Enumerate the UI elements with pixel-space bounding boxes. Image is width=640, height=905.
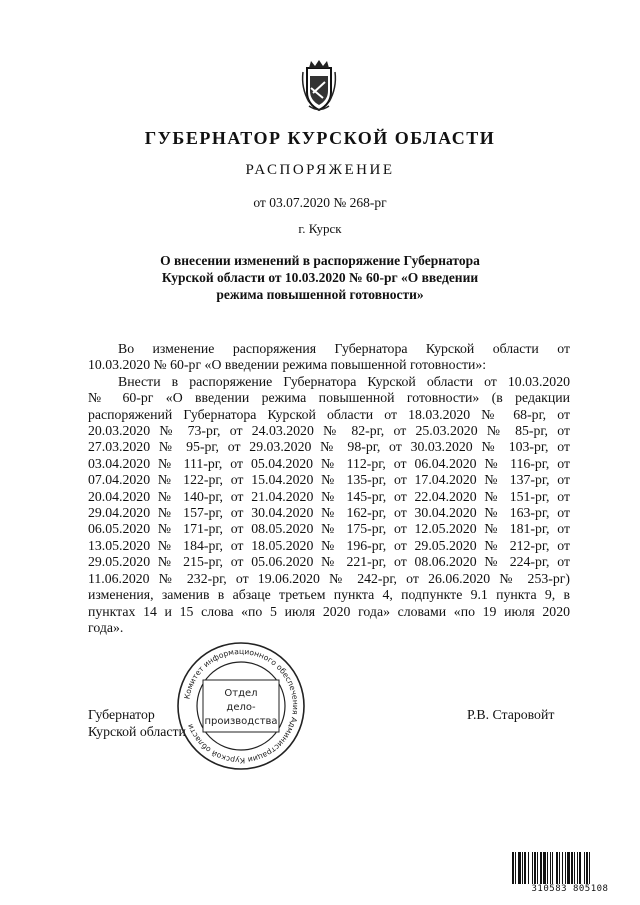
stamp-ring-textpath: Комитет информационного обеспечения Администрации Курской области — [182, 646, 301, 766]
document-city: г. Курск — [298, 221, 342, 236]
document-type: РАСПОРЯЖЕНИЕ — [245, 162, 395, 178]
subject-line: О внесении изменений в распоряжение Губернатора — [160, 253, 480, 268]
signatory-role — [88, 706, 186, 740]
barcode-bar — [571, 852, 573, 886]
barcode-bar — [540, 852, 542, 886]
barcode-number: 310583 805108 — [510, 884, 630, 894]
barcode-bar — [577, 852, 578, 886]
subject-line: Курской области от 10.03.2020 № 60-рг «О введении — [161, 270, 479, 285]
signatory-name: Р.В. Старовойт — [467, 707, 555, 722]
barcode-bar — [556, 852, 558, 886]
coat-of-arms-icon — [297, 58, 341, 114]
barcode-bar — [522, 852, 523, 886]
body-line: 07.04.2020 № 122-рг, от 15.04.2020 № 135-рг, от 17.04.2020 № 137-рг, от — [88, 472, 570, 488]
body-line: 20.03.2020 № 73-рг, от 24.03.2020 № 82-рг, от 25.03.2020 № 85-рг, от — [88, 423, 570, 439]
barcode-bar — [532, 852, 533, 886]
barcode-bar — [543, 852, 546, 886]
subject-line: режима повышенной готовности» — [216, 287, 424, 302]
body-line: пунктах 14 и 15 слова «по 5 июля 2020 года» словами «по 19 июля 2020 — [88, 603, 570, 619]
body-line: распоряжений Губернатора Курской области от 18.03.2020 № 68-рг, от — [88, 406, 570, 422]
body-line: изменения, заменив в абзаце третьем пункта 4, подпункте 9.1 пункта 9, в — [88, 587, 570, 603]
stamp-center-line: дело- — [226, 702, 256, 713]
body-line: Внести в распоряжение Губернатора Курской области от 10.03.2020 — [118, 373, 570, 389]
barcode-bar — [574, 852, 575, 886]
body-line: 03.04.2020 № 111-рг, от 05.04.2020 № 112-рг, от 06.04.2020 № 116-рг, от — [88, 455, 570, 471]
barcode-bar — [512, 852, 514, 886]
body-line: № 60-рг «О введении режима повышенной готовности» (в редакции — [88, 390, 570, 406]
authority-title: ГУБЕРНАТОР КУРСКОЙ ОБЛАСТИ — [144, 128, 496, 148]
barcode-bar — [552, 852, 553, 886]
stamp-center-line: производства — [204, 716, 278, 727]
barcode-bar — [562, 852, 563, 886]
document-date-number: от 03.07.2020 № 268-рг — [253, 195, 387, 210]
barcode-bar — [589, 852, 590, 886]
document-body — [88, 341, 570, 636]
body-line: 27.03.2020 № 95-рг, от 29.03.2020 № 98-рг, от 30.03.2020 № 103-рг, от — [88, 439, 570, 455]
body-line: 10.03.2020 № 60-рг «О введении режима повышенной готовности»: — [88, 357, 487, 373]
body-line: 20.04.2020 № 140-рг, от 21.04.2020 № 145-рг, от 22.04.2020 № 151-рг, от — [88, 488, 570, 504]
stamp-center-line: Отдел — [224, 688, 258, 699]
barcode-bar — [537, 852, 538, 886]
document-subject — [120, 252, 520, 303]
barcode-bar — [528, 852, 529, 886]
signatory-role-line: Губернатор — [88, 707, 155, 722]
body-line: 29.05.2020 № 215-рг, от 05.06.2020 № 221-рг, от 08.06.2020 № 224-рг, от — [88, 554, 570, 570]
barcode-bar — [550, 852, 551, 886]
body-line: Во изменение распоряжения Губернатора Курской области от — [118, 341, 570, 356]
body-line: 11.06.2020 № 232-рг, от 19.06.2020 № 242-рг, от 26.06.2020 № 253-рг) — [88, 570, 570, 586]
barcode-bar — [586, 852, 588, 886]
barcode-bar — [565, 852, 566, 886]
barcode-bar — [559, 852, 560, 886]
office-stamp — [175, 640, 307, 772]
barcode-bar — [547, 852, 548, 886]
body-line: 06.05.2020 № 171-рг, от 08.05.2020 № 175-рг, от 12.05.2020 № 181-рг, от — [88, 521, 570, 537]
barcode-bar — [584, 852, 585, 886]
barcode-bar — [524, 852, 526, 886]
barcode-bar — [567, 852, 570, 886]
body-line: года». — [88, 619, 124, 635]
body-line: 29.04.2020 № 157-рг, от 30.04.2020 № 162-рг, от 30.04.2020 № 163-рг, от — [88, 505, 570, 521]
barcode-bar — [518, 852, 521, 886]
signatory-role-line: Курской области — [88, 724, 186, 739]
barcode-bar — [515, 852, 516, 886]
barcode-bar — [534, 852, 536, 886]
body-line: 13.05.2020 № 184-рг, от 18.05.2020 № 196-рг, от 29.05.2020 № 212-рг, от — [88, 537, 570, 553]
barcode-bar — [579, 852, 581, 886]
